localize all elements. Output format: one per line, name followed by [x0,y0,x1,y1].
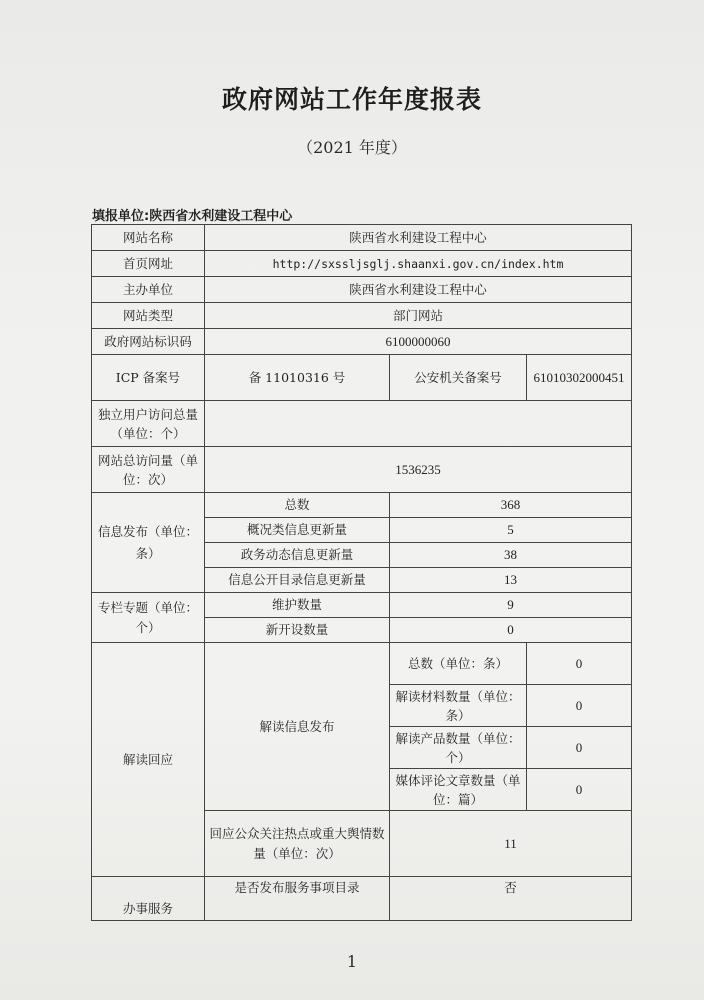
total-visits-label: 网站总访问量（单位：次） [92,447,205,493]
info-publish-item-label: 政务动态信息更新量 [205,543,390,568]
interpretation-label: 解读回应 [92,643,205,877]
table-row [92,329,632,355]
host-unit-label: 主办单位 [92,277,205,303]
columns-label: 专栏专题（单位：个） [92,593,205,643]
interpretation-sub-label: 解读信息发布 [205,643,390,811]
service-label: 办事服务 [92,877,205,921]
icp-label: ICP 备案号 [92,355,205,401]
report-year: （2021 年度） [297,138,407,157]
report-table [91,224,632,921]
interpretation-item-value: 0 [527,685,632,727]
info-publish-item-label: 总数 [205,493,390,518]
unique-visitors-value [205,401,632,447]
home-url-value: http://sxssljsglj.shaanxi.gov.cn/index.htm [205,251,632,277]
columns-item-label: 新开设数量 [205,618,390,643]
page-title: 政府网站工作年度报表 [221,85,482,114]
page-number: 1 [346,952,358,971]
response-value: 11 [390,811,632,877]
info-publish-item-value: 13 [390,568,632,593]
columns-item-value: 0 [390,618,632,643]
info-publish-item-value: 5 [390,518,632,543]
site-name-label: 网站名称 [92,225,205,251]
site-type-value: 部门网站 [205,303,632,329]
info-publish-item-value: 368 [390,493,632,518]
interpretation-item-label: 媒体评论文章数量（单位：篇） [390,769,527,811]
table-row [92,593,632,618]
interpretation-item-label: 解读产品数量（单位：个） [390,727,527,769]
info-publish-item-label: 信息公开目录信息更新量 [205,568,390,593]
table-row [92,447,632,493]
site-type-label: 网站类型 [92,303,205,329]
police-record-label: 公安机关备案号 [390,355,527,401]
table-row [92,355,632,401]
info-publish-item-label: 概况类信息更新量 [205,518,390,543]
info-publish-label: 信息发布（单位：条） [92,493,205,593]
home-url-label: 首页网址 [92,251,205,277]
response-label: 回应公众关注热点或重大舆情数量（单位：次） [205,811,390,877]
police-record-value: 61010302000451 [527,355,632,401]
unique-visitors-label: 独立用户访问总量（单位：个） [92,401,205,447]
site-name-value: 陕西省水利建设工程中心 [205,225,632,251]
table-row [92,277,632,303]
info-publish-item-value: 38 [390,543,632,568]
reporting-unit-value: 陕西省水利建设工程中心 [149,209,293,224]
interpretation-item-label: 总数（单位：条） [390,643,527,685]
host-unit-value: 陕西省水利建设工程中心 [205,277,632,303]
table-row [92,251,632,277]
columns-item-value: 9 [390,593,632,618]
interpretation-item-value: 0 [527,769,632,811]
table-row [92,493,632,518]
table-row [92,401,632,447]
table-row [92,225,632,251]
reporting-unit-label: 填报单位: [92,209,150,224]
table-row [92,643,632,685]
interpretation-item-label: 解读材料数量（单位：条） [390,685,527,727]
table-row [92,877,632,921]
columns-item-label: 维护数量 [205,593,390,618]
icp-value: 备 11010316 号 [205,355,390,401]
table-row [92,303,632,329]
interpretation-item-value: 0 [527,727,632,769]
site-id-value: 6100000060 [205,329,632,355]
reporting-unit [92,205,292,224]
site-id-label: 政府网站标识码 [92,329,205,355]
service-item-label: 是否发布服务事项目录 [205,877,390,921]
interpretation-item-value: 0 [527,643,632,685]
service-item-value: 否 [390,877,632,921]
total-visits-value: 1536235 [205,447,632,493]
